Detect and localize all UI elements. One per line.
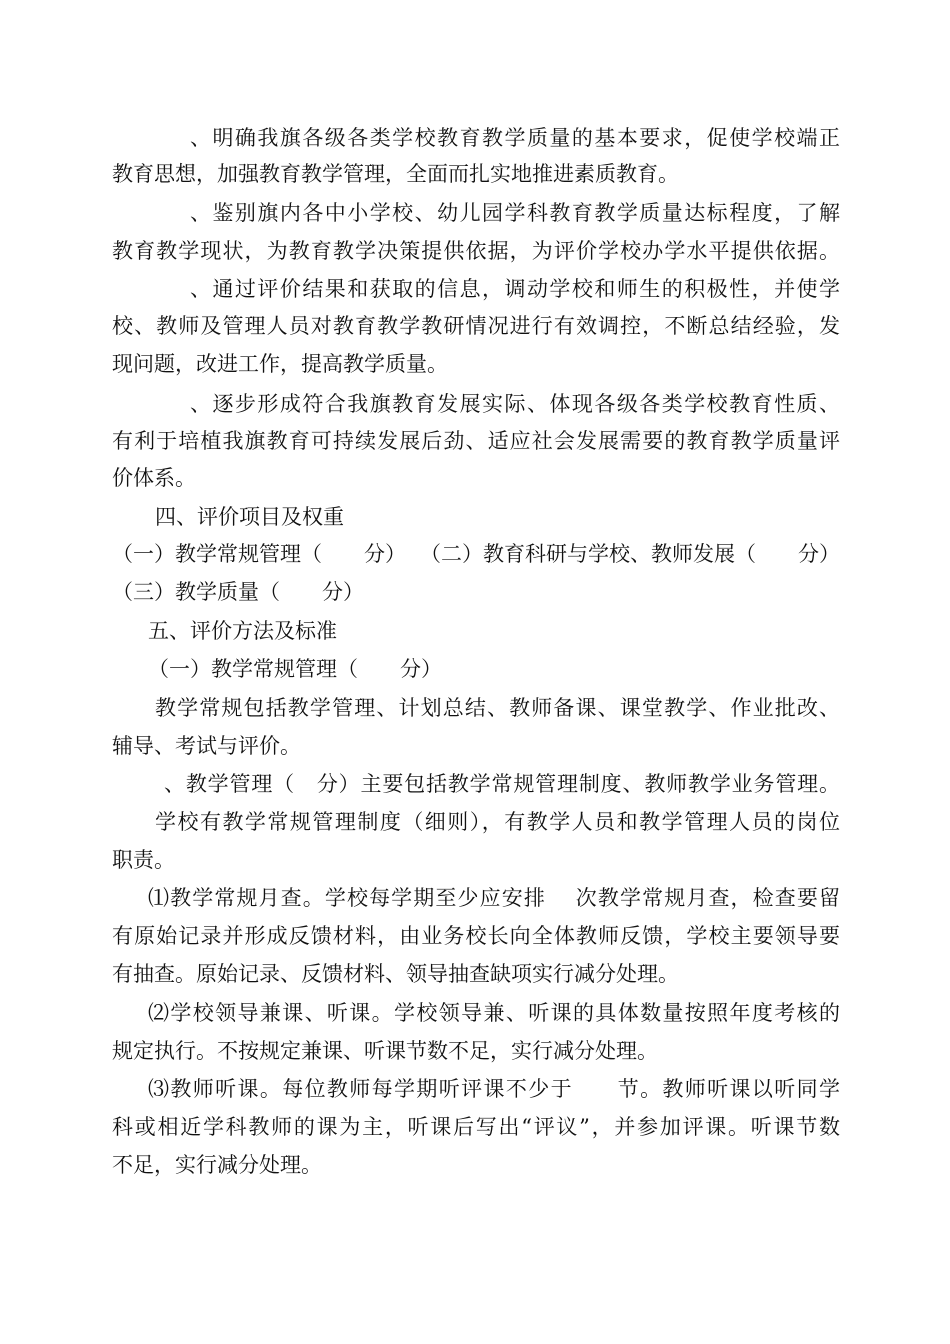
paragraph-10-line-1: ⑶教师听课。每位教师每学期听评课不少于 节。教师听课以听同学 [148,1077,840,1101]
paragraph-10-line-2: 科或相近学科教师的课为主，听课后写出“评议”，并参加评课。听课节数 [112,1115,840,1139]
paragraph-4-line-3: 价体系。 [112,466,196,490]
paragraph-5-line-2: 辅导、考试与评价。 [112,734,301,758]
subsection-heading-1: （一）教学常规管理（ 分） [148,657,442,681]
paragraph-5-line-1: 教学常规包括教学管理、计划总结、教师备课、课堂教学、作业批改、 [155,696,840,720]
paragraph-9-line-2: 规定执行。不按规定兼课、听课节数不足，实行减分处理。 [112,1039,658,1063]
paragraph-8-line-3: 有抽查。原始记录、反馈材料、领导抽查缺项实行减分处理。 [112,962,679,986]
paragraph-6-line-1: 、教学管理（ 分）主要包括教学常规管理制度、教师教学业务管理。 [164,772,840,796]
paragraph-3-line-1: 、通过评价结果和获取的信息，调动学校和师生的积极性，并使学 [190,277,840,301]
weight-item-1: （一）教学常规管理（ 分） [112,542,406,566]
paragraph-3-line-2: 校、教师及管理人员对教育教学教研情况进行有效调控，不断总结经验，发 [112,314,840,338]
paragraph-1-line-1: 、明确我旗各级各类学校教育教学质量的基本要求，促使学校端正 [190,126,840,150]
section-heading-5: 五、评价方法及标准 [148,619,337,643]
paragraph-7-line-1: 学校有教学常规管理制度（细则），有教学人员和教学管理人员的岗位 [155,810,840,834]
paragraph-3-line-3: 现问题，改进工作，提高教学质量。 [112,352,448,376]
paragraph-8-line-1: ⑴教学常规月查。学校每学期至少应安排 次教学常规月查，检查要留 [148,886,840,910]
paragraph-2-line-2: 教育教学现状，为教育教学决策提供依据，为评价学校办学水平提供依据。 [112,239,840,263]
paragraph-8-line-2: 有原始记录并形成反馈材料，由业务校长向全体教师反馈，学校主要领导要 [112,924,840,948]
paragraph-4-line-2: 有利于培植我旗教育可持续发展后劲、适应社会发展需要的教育教学质量评 [112,429,840,453]
weight-item-3: （三）教学质量（ 分） [112,580,364,604]
paragraph-7-line-2: 职责。 [112,848,175,872]
weight-items-row [112,544,840,565]
paragraph-10-line-3: 不足，实行减分处理。 [112,1153,322,1177]
section-heading-4: 四、评价项目及权重 [155,505,344,529]
paragraph-1-line-2: 教育思想，加强教育教学管理，全面而扎实地推进素质教育。 [112,162,679,186]
paragraph-2-line-1: 、鉴别旗内各中小学校、幼儿园学科教育教学质量达标程度，了解 [190,201,840,225]
weight-item-2: （二）教育科研与学校、教师发展（ 分） [420,542,840,566]
paragraph-4-line-1: 、逐步形成符合我旗教育发展实际、体现各级各类学校教育性质、 [190,392,840,416]
paragraph-9-line-1: ⑵学校领导兼课、听课。学校领导兼、听课的具体数量按照年度考核的 [148,1001,840,1025]
